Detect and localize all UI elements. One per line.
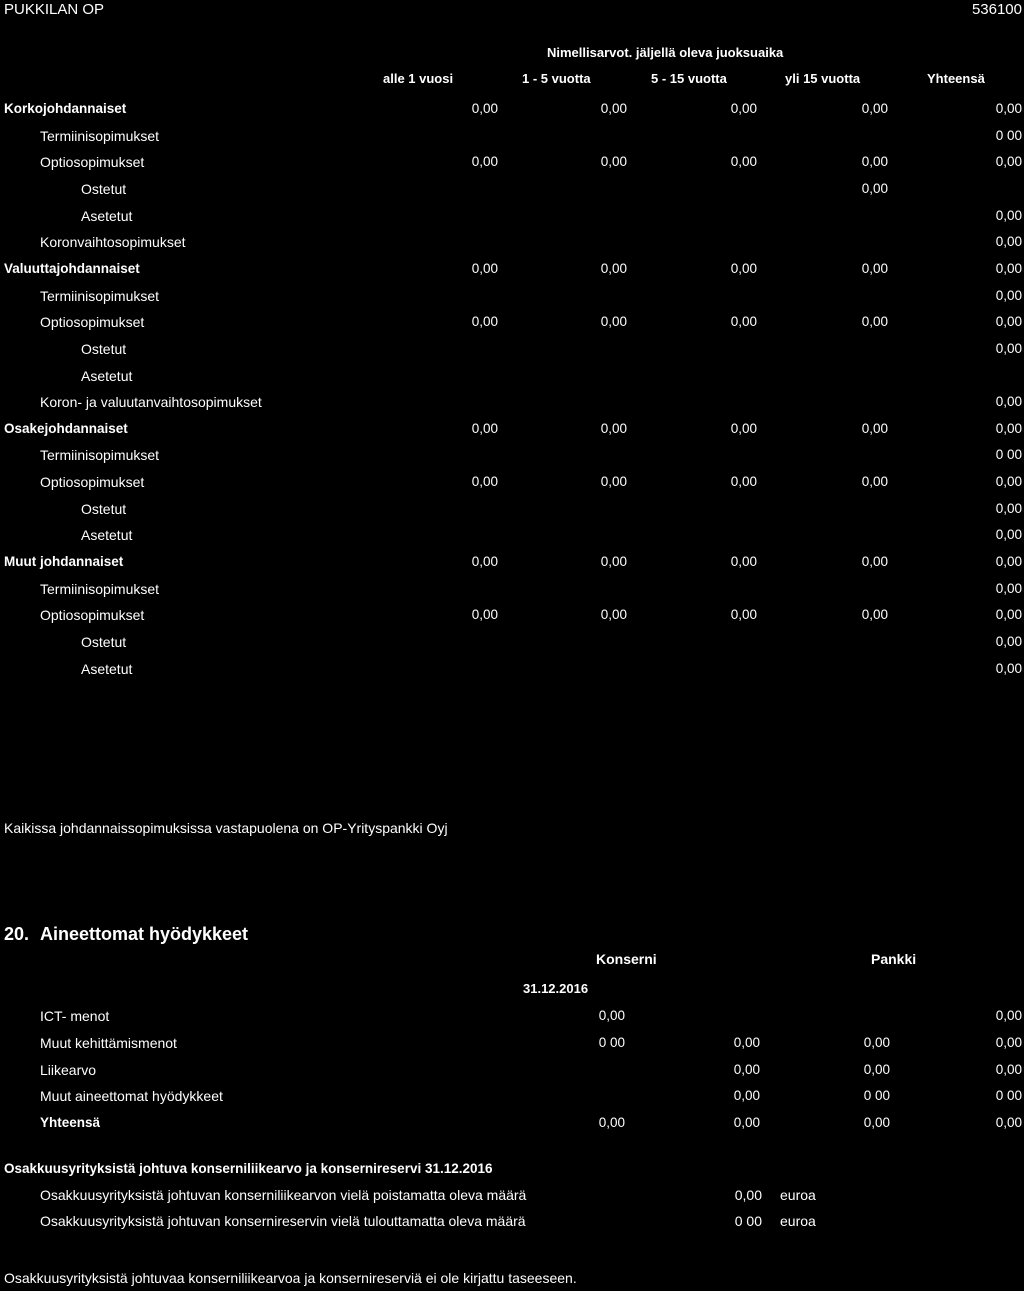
intangibles-cell: 0 00 (863, 1088, 890, 1103)
derivatives-cell: 0,00 (995, 234, 1022, 249)
derivatives-cell: 0,00 (730, 421, 757, 436)
derivatives-cell: 0,00 (600, 261, 627, 276)
derivatives-cell: 0,00 (730, 154, 757, 169)
derivatives-row-label: Osakejohdannaiset (4, 421, 128, 436)
intangibles-cell: 0,00 (863, 1115, 890, 1130)
derivatives-cell: 0 00 (995, 447, 1022, 462)
derivatives-cell: 0,00 (600, 554, 627, 569)
derivatives-row-label: Optiosopimukset (40, 154, 145, 170)
intangibles-cell: 0 00 (598, 1035, 625, 1050)
derivatives-row-label: Asetetut (81, 368, 133, 384)
derivatives-cell: 0,00 (995, 527, 1022, 542)
derivatives-row-label: Optiosopimukset (40, 474, 145, 490)
intangibles-cell: 0,00 (733, 1062, 760, 1077)
group-pankki: Pankki (871, 951, 917, 967)
derivatives-row-label: Termiinisopimukset (40, 128, 160, 144)
derivatives-cell: 0,00 (600, 474, 627, 489)
derivatives-cell: 0,00 (995, 208, 1022, 223)
derivatives-cell: 0,00 (471, 554, 498, 569)
derivatives-row-label: Optiosopimukset (40, 607, 145, 623)
derivatives-cell: 0,00 (995, 421, 1022, 436)
intangibles-cell: 0,00 (863, 1062, 890, 1077)
derivatives-cell: 0,00 (471, 474, 498, 489)
derivatives-cell: 0,00 (600, 607, 627, 622)
associates-line-1-value: 0,00 (734, 1187, 762, 1203)
derivatives-row-label: Asetetut (81, 527, 133, 543)
derivatives-cell: 0,00 (861, 101, 888, 116)
intangibles-cell: 0,00 (995, 1062, 1022, 1077)
intangibles-row-label: Liikearvo (40, 1062, 97, 1078)
associates-line-1-unit: euroa (780, 1187, 816, 1203)
derivatives-row-label: Koron- ja valuutanvaihtosopimukset (40, 394, 262, 410)
derivatives-cell: 0,00 (995, 154, 1022, 169)
derivatives-row-label: Asetetut (81, 661, 133, 677)
derivatives-cell: 0,00 (861, 474, 888, 489)
page-code: 536100 (971, 1, 1022, 18)
col-header-over-15: yli 15 vuotta (785, 71, 861, 86)
derivatives-cell: 0,00 (995, 634, 1022, 649)
derivatives-cell: 0,00 (471, 261, 498, 276)
derivatives-cell: 0,00 (600, 154, 627, 169)
derivatives-row-label: Korkojohdannaiset (4, 101, 127, 116)
derivatives-row-label: Muut johdannaiset (4, 554, 124, 569)
col-header-under-1: alle 1 vuosi (383, 71, 454, 86)
intangibles-cell: 0,00 (733, 1088, 760, 1103)
derivatives-cell: 0,00 (995, 474, 1022, 489)
intangibles-cell: 0,00 (598, 1008, 625, 1023)
derivatives-cell: 0,00 (995, 581, 1022, 596)
derivatives-cell: 0,00 (995, 661, 1022, 676)
intangibles-cell: 0,00 (995, 1115, 1022, 1130)
intangibles-cell: 0 00 (995, 1088, 1022, 1103)
derivatives-cell: 0,00 (730, 101, 757, 116)
derivatives-cell: 0,00 (730, 261, 757, 276)
column-date: 31.12.2016 (523, 981, 589, 996)
intangibles-cell: 0,00 (995, 1008, 1022, 1023)
derivatives-cell: 0,00 (861, 421, 888, 436)
derivatives-cell: 0,00 (730, 607, 757, 622)
derivatives-cell: 0,00 (471, 421, 498, 436)
derivatives-cell: 0,00 (600, 421, 627, 436)
intangibles-cell: 0,00 (995, 1035, 1022, 1050)
intangibles-cell: 0,00 (598, 1115, 625, 1130)
derivatives-cell: 0,00 (730, 474, 757, 489)
derivatives-cell: 0,00 (471, 154, 498, 169)
derivatives-cell: 0,00 (861, 554, 888, 569)
associates-line-2-unit: euroa (780, 1213, 816, 1229)
associates-line-2-label: Osakkuusyrityksistä johtuvan konsernireservin vielä tulouttamatta oleva määrä (40, 1213, 526, 1229)
derivatives-cell: 0,00 (995, 554, 1022, 569)
intangibles-row-label: Muut kehittämismenot (40, 1035, 177, 1051)
associates-heading: Osakkuusyrityksistä johtuva konserniliikearvo ja konsernireservi 31.12.2016 (4, 1161, 493, 1176)
derivatives-row-label: Koronvaihtosopimukset (40, 234, 186, 250)
derivatives-row-label: Asetetut (81, 208, 133, 224)
derivatives-cell: 0,00 (995, 341, 1022, 356)
derivatives-row-label: Termiinisopimukset (40, 288, 160, 304)
intangibles-cell: 0,00 (863, 1035, 890, 1050)
derivatives-cell: 0,00 (471, 607, 498, 622)
derivatives-cell: 0,00 (995, 501, 1022, 516)
associates-footer: Osakkuusyrityksistä johtuvaa konserniliikearvoa ja konsernireserviä ei ole kirjattu taseeseen. (4, 1270, 577, 1286)
derivatives-cell: 0,00 (471, 314, 498, 329)
section-title: Aineettomat hyödykkeet (40, 924, 249, 944)
associates-line-1-label: Osakkuusyrityksistä johtuvan konserniliikearvon vielä poistamatta oleva määrä (40, 1187, 527, 1203)
col-header-total: Yhteensä (927, 71, 985, 86)
derivatives-cell: 0,00 (730, 554, 757, 569)
derivatives-cell: 0,00 (861, 607, 888, 622)
derivatives-cell: 0,00 (861, 154, 888, 169)
intangibles-cell: 0,00 (733, 1115, 760, 1130)
derivatives-row-label: Ostetut (81, 341, 127, 357)
derivatives-cell: 0,00 (730, 314, 757, 329)
section-number: 20. (4, 924, 30, 944)
intangibles-row-label: ICT- menot (40, 1008, 110, 1024)
derivatives-cell: 0,00 (861, 314, 888, 329)
org-name: PUKKILAN OP (4, 1, 105, 18)
derivatives-cell: 0,00 (600, 314, 627, 329)
derivatives-cell: 0,00 (861, 261, 888, 276)
derivatives-cell: 0,00 (995, 314, 1022, 329)
derivatives-cell: 0,00 (471, 101, 498, 116)
derivatives-row-label: Termiinisopimukset (40, 581, 160, 597)
derivatives-row-label: Ostetut (81, 501, 127, 517)
derivatives-row-label: Optiosopimukset (40, 314, 145, 330)
intangibles-row-label: Yhteensä (40, 1115, 101, 1130)
derivatives-cell: 0,00 (995, 288, 1022, 303)
associates-line-2-value: 0 00 (734, 1213, 762, 1229)
col-header-1-5: 1 - 5 vuotta (522, 71, 591, 86)
derivatives-title: Nimellisarvot. jäljellä oleva juoksuaika (547, 45, 784, 60)
derivatives-row-label: Ostetut (81, 634, 127, 650)
derivatives-cell: 0,00 (995, 607, 1022, 622)
derivatives-row-label: Termiinisopimukset (40, 447, 160, 463)
intangibles-row-label: Muut aineettomat hyödykkeet (40, 1088, 223, 1104)
intangibles-cell: 0,00 (733, 1035, 760, 1050)
derivatives-row-label: Valuuttajohdannaiset (4, 261, 140, 276)
derivatives-cell: 0,00 (600, 101, 627, 116)
derivatives-row-label: Ostetut (81, 181, 127, 197)
col-header-5-15: 5 - 15 vuotta (651, 71, 727, 86)
group-konserni: Konserni (596, 951, 657, 967)
derivatives-cell: 0,00 (995, 101, 1022, 116)
derivatives-cell: 0,00 (861, 181, 888, 196)
derivatives-cell: 0 00 (995, 128, 1022, 143)
derivatives-cell: 0,00 (995, 261, 1022, 276)
derivatives-cell: 0,00 (995, 394, 1022, 409)
counterparty-note: Kaikissa johdannaissopimuksissa vastapuolena on OP-Yrityspankki Oyj (4, 820, 448, 836)
